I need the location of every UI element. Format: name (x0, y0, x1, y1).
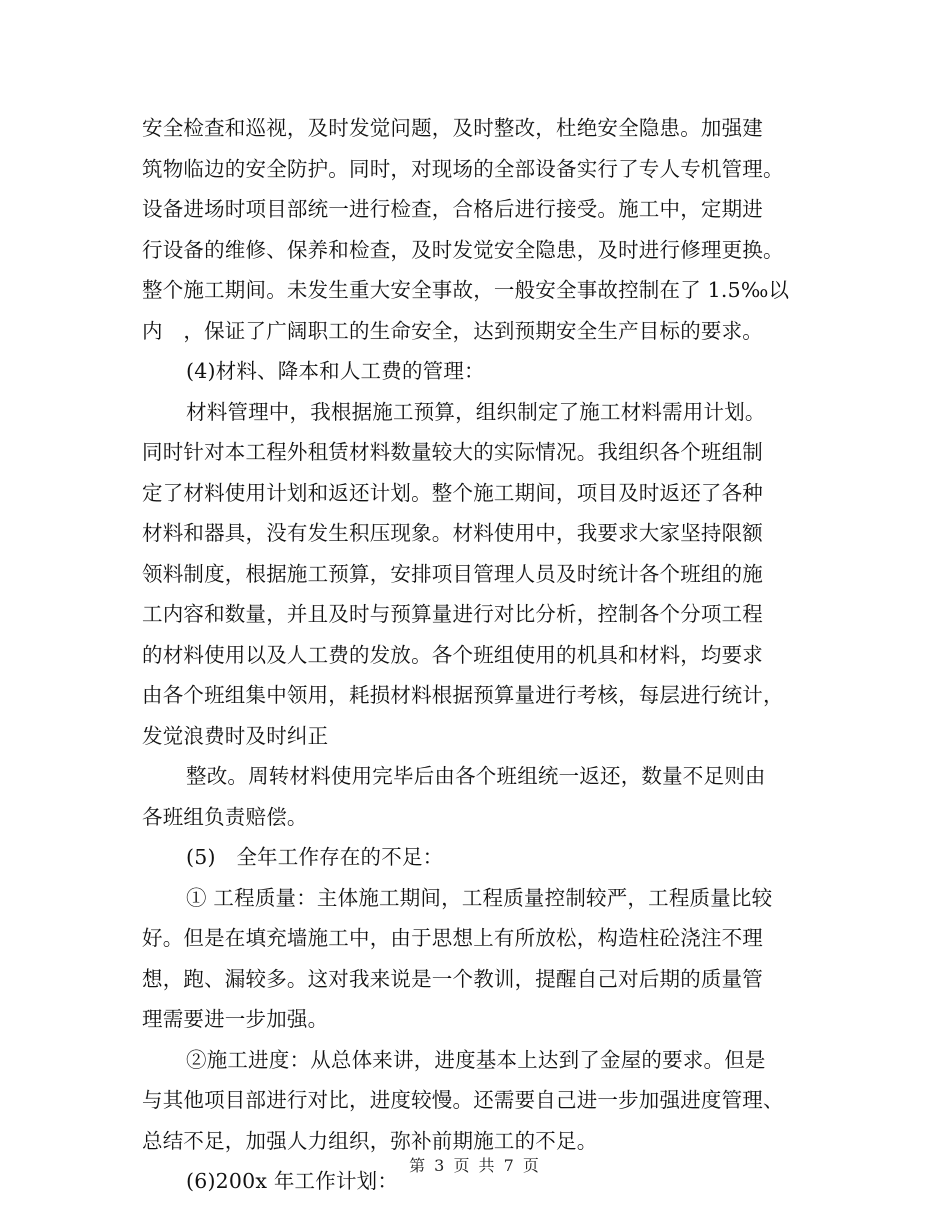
text-line: 总结不足，加强人力组织，弥补前期施工的不足。 (142, 1128, 598, 1153)
text-line: 的材料使用以及人工费的发放。各个班组使用的机具和材料，均要求 (142, 642, 763, 667)
page-footer: 第 3 页 共 7 页 (409, 1156, 541, 1175)
text-line: 各班组负责赔偿。 (142, 804, 308, 829)
text-line: 行设备的维修、保养和检查，及时发觉安全隐患，及时进行修理更换。 (142, 237, 784, 262)
text-line: 材料和器具，没有发生积压现象。材料使用中，我要求大家坚持限额 (142, 521, 763, 545)
text-line: 理需要进一步加强。 (142, 1007, 329, 1031)
text-line: 工内容和数量，并且及时与预算量进行对比分析，控制各个分项工程 (142, 602, 763, 626)
text-line: (5) 全年工作存在的不足： (186, 845, 444, 869)
text-line: 筑物临边的安全防护。同时，对现场的全部设备实行了专人专机管理。 (142, 156, 784, 181)
text-line: 整改。周转材料使用完毕后由各个班组统一返还，数量不足则由 (186, 764, 766, 788)
text-line: 设备进场时项目部统一进行检查，合格后进行接受。施工中，定期进 (142, 197, 763, 221)
text-line: (6)200x 年工作计划： (186, 1169, 399, 1193)
text-line: 好。但是在填充墙施工中，由于思想上有所放松，构造柱砼浇注不理 (142, 926, 763, 950)
text-line: 领料制度，根据施工预算，安排项目管理人员及时统计各个班组的施 (142, 561, 763, 586)
text-line: 同时针对本工程外租赁材料数量较大的实际情况。我组织各个班组制 (142, 440, 763, 464)
text-line: ②施工进度：从总体来讲，进度基本上达到了金屋的要求。但是 (186, 1047, 766, 1072)
text-line: 由各个班组集中领用，耗损材料根据预算量进行考核，每层进行统计， (142, 683, 784, 707)
text-line: 材料管理中，我根据施工预算，组织制定了施工材料需用计划。 (186, 399, 766, 424)
text-line: 发觉浪费时及时纠正 (142, 723, 329, 748)
text-line: ① 工程质量：主体施工期间，工程质量控制较严，工程质量比较 (186, 885, 773, 910)
text-line: 与其他项目部进行对比，进度较慢。还需要自己进一步加强进度管理、 (142, 1088, 784, 1112)
text-line: 定了材料使用计划和返还计划。整个施工期间，项目及时返还了各种 (142, 480, 763, 505)
text-line: 安全检查和巡视，及时发觉问题，及时整改，杜绝安全隐患。加强建 (142, 116, 763, 140)
body-text (142, 108, 822, 1202)
text-line: (4)材料、降本和人工费的管理： (186, 359, 485, 383)
text-line: 想，跑、漏较多。这对我来说是一个教训，提醒自己对后期的质量管 (142, 966, 763, 991)
text-line: 内 ，保证了广阔职工的生命安全，达到预期安全生产目标的要求。 (142, 318, 763, 343)
text-line: 整个施工期间。未发生重大安全事故，一般安全事故控制在了 1.5‰以 (142, 278, 790, 302)
